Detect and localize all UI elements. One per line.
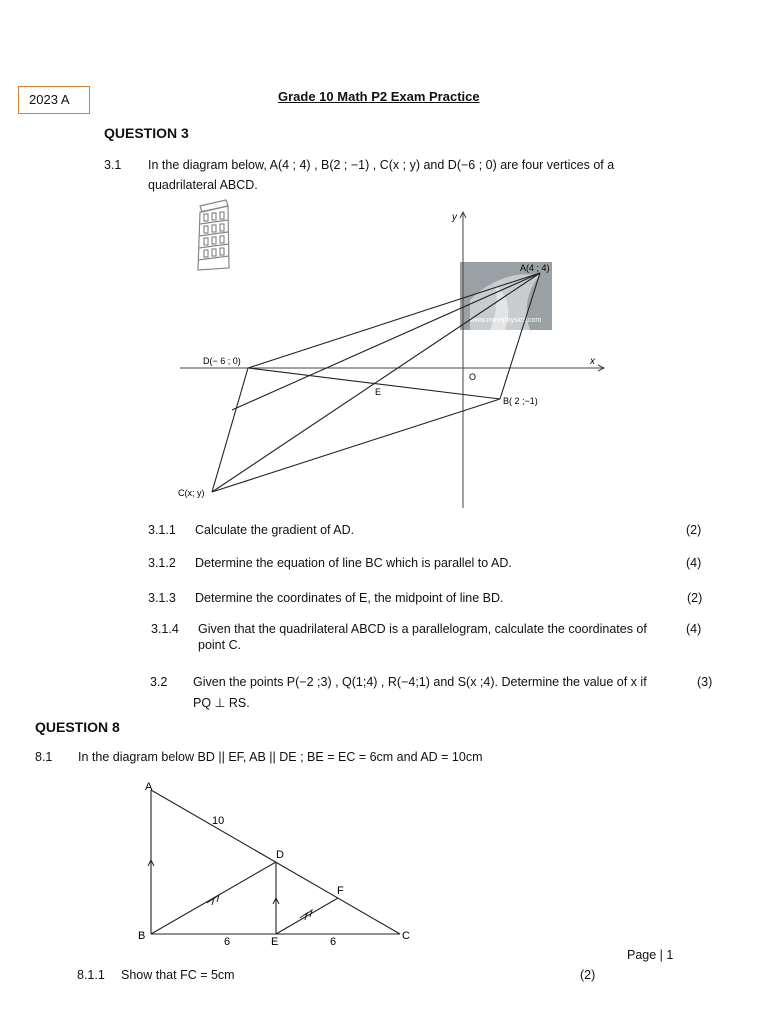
q8-1-number: 8.1 xyxy=(35,750,53,764)
q3-1-4-number: 3.1.4 xyxy=(151,622,179,636)
q3-1-3-marks: (2) xyxy=(687,591,703,605)
q3-1-2-marks: (4) xyxy=(686,556,702,570)
side-DC xyxy=(212,368,248,492)
q3-1-4-text-line2: point C. xyxy=(198,638,242,652)
page-number: Page | 1 xyxy=(627,948,674,962)
q3-1-3-number: 3.1.3 xyxy=(148,591,176,605)
q3-2-text-line1: Given the points P(−2 ;3) , Q(1;4) , R(−4;1) and S(x ;4). Determine the value of x if xyxy=(193,675,647,689)
y-axis-label: y xyxy=(452,212,457,223)
side-BC xyxy=(212,399,500,492)
q3-2-text-line2: PQ ⊥ RS. xyxy=(193,696,250,710)
point-D-label: D(− 6 ; 0) xyxy=(203,356,241,366)
q3-1-text-line2: quadrilateral ABCD. xyxy=(148,178,258,192)
q3-2-number: 3.2 xyxy=(150,675,168,689)
length-BE-label: 6 xyxy=(224,936,231,948)
point-C-label: C(x; y) xyxy=(178,488,205,498)
q8-diagram xyxy=(0,770,768,950)
q8-1-1-marks: (2) xyxy=(580,968,596,982)
watermark-text: www.morephysics.com xyxy=(470,317,542,324)
q3-1-text-line1: In the diagram below, A(4 ; 4) , B(2 ; −1) , C(x ; y) and D(−6 ; 0) are four vertices of a xyxy=(148,158,615,172)
document-title: Grade 10 Math P2 Exam Practice xyxy=(278,89,480,104)
origin-label: O xyxy=(469,372,477,382)
q3-1-2-number: 3.1.2 xyxy=(148,556,176,570)
year-badge: 2023 A xyxy=(18,86,90,114)
q3-1-4-marks: (4) xyxy=(686,622,702,636)
q8-1-1-text: Show that FC = 5cm xyxy=(121,968,235,982)
q3-2-marks: (3) xyxy=(697,675,713,689)
question-3-heading: QUESTION 3 xyxy=(104,125,189,141)
point-B-label: B( 2 ;−1) xyxy=(503,396,538,406)
q3-1-1-marks: (2) xyxy=(686,523,702,537)
question-8-heading: QUESTION 8 xyxy=(35,719,120,735)
q3-1-2-text: Determine the equation of line BC which is parallel to AD. xyxy=(195,556,512,570)
point-E-label: E xyxy=(375,387,382,397)
q8-1-text: In the diagram below BD || EF, AB || DE ; BE = EC = 6cm and AD = 10cm xyxy=(78,750,483,764)
q3-1-3-text: Determine the coordinates of E, the midpoint of line BD. xyxy=(195,591,504,605)
line-AE-extended xyxy=(232,273,540,410)
x-axis-label: x xyxy=(590,356,595,367)
q3-1-1-number: 3.1.1 xyxy=(148,523,176,537)
point-F-label: F xyxy=(337,885,344,897)
length-AD-label: 10 xyxy=(212,815,225,827)
point-A-label: A xyxy=(145,781,153,793)
diagonal-AC xyxy=(212,273,540,492)
length-EC-label: 6 xyxy=(330,936,337,948)
q3-1-4-text-line1: Given that the quadrilateral ABCD is a parallelogram, calculate the coordinates of xyxy=(198,622,647,636)
tower-icon xyxy=(198,200,229,270)
diagonal-BD xyxy=(248,368,500,399)
point-A-label: A(4 ; 4) xyxy=(520,263,550,273)
q8-1-1-number: 8.1.1 xyxy=(77,968,105,982)
q3-1-1-text: Calculate the gradient of AD. xyxy=(195,523,355,537)
point-B-label: B xyxy=(138,930,146,942)
point-D-label: D xyxy=(276,849,284,861)
point-C-label: C xyxy=(402,930,410,942)
point-E-label: E xyxy=(271,936,279,948)
segment-EF xyxy=(276,898,338,934)
q3-1-number: 3.1 xyxy=(104,158,122,172)
